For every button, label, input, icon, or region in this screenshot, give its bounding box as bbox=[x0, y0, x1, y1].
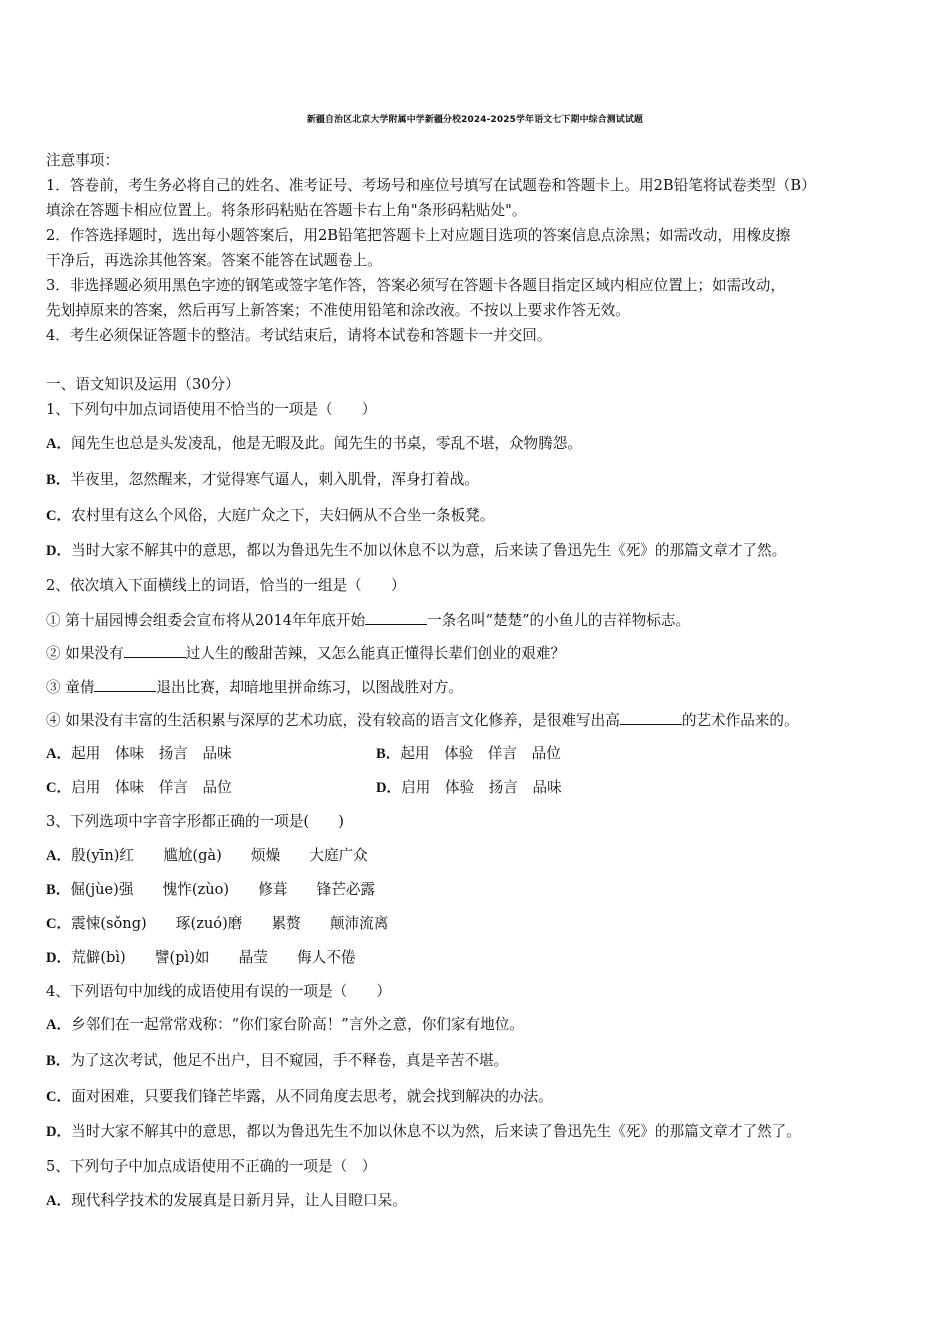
question-stem: 1、下列句中加点词语使用不恰当的一项是（ ） bbox=[46, 401, 377, 418]
blank-prefix: ③ 童倩 bbox=[46, 679, 95, 696]
option-key: A． bbox=[46, 436, 72, 452]
option-text: 启用 体味 佯言 品位 bbox=[71, 779, 232, 796]
option-key: C． bbox=[46, 508, 72, 524]
option-item bbox=[46, 1087, 553, 1107]
option-key: A． bbox=[46, 746, 72, 762]
fill-blank-item bbox=[46, 610, 690, 631]
answer-blank bbox=[365, 610, 427, 625]
option-item bbox=[46, 1122, 801, 1142]
option-key: D． bbox=[46, 543, 72, 559]
option-text: 震悚(sǒng) 琢(zuó)磨 累赘 颠沛流离 bbox=[71, 915, 389, 932]
page-title: 新疆自治区北京大学附属中学新疆分校2024-2025学年语文七下期中综合测试试题 bbox=[306, 115, 644, 125]
option-item bbox=[46, 880, 375, 900]
option-item bbox=[46, 470, 479, 490]
option-item bbox=[46, 1191, 407, 1211]
option-text: 起用 体味 扬言 品味 bbox=[71, 745, 232, 762]
notice-line: 填涂在答题卡相应位置上。将条形码粘贴在答题卡右上角"条形码粘贴处"。 bbox=[46, 202, 527, 219]
option-text: 现代科学技术的发展真是日新月异，让人目瞪口呆。 bbox=[71, 1192, 407, 1209]
option-text: 当时大家不解其中的意思，都以为鲁迅先生不加以休息不以为然，后来读了鲁迅先生《死》的那篇文章才了然了。 bbox=[71, 1123, 801, 1140]
notice-line: 1．答卷前，考生务必将自己的姓名、准考证号、考场号和座位号填写在试题卷和答题卡上。用2B铅笔将试卷类型（B） bbox=[46, 177, 816, 194]
option-text: 闻先生也总是头发凌乱，他是无暇及此。闻先生的书桌，零乱不堪，众物腾怨。 bbox=[71, 435, 582, 452]
fill-blank-item bbox=[46, 643, 565, 664]
option-text: 半夜里，忽然醒来，才觉得寒气逼人，刺入肌骨，浑身打着战。 bbox=[70, 471, 479, 488]
option-item bbox=[46, 778, 232, 798]
option-item bbox=[46, 506, 494, 526]
answer-blank bbox=[94, 677, 156, 692]
option-key: C． bbox=[46, 916, 72, 932]
option-item bbox=[46, 541, 786, 561]
option-text: 农村里有这么个风俗，大庭广众之下，夫妇俩从不合坐一条板凳。 bbox=[71, 507, 495, 524]
option-key: B． bbox=[46, 882, 71, 898]
option-text: 倔(jùe)强 愧怍(zùo) 修葺 锋芒必露 bbox=[70, 881, 376, 898]
section-heading: 一、语文知识及运用（30分） bbox=[46, 376, 240, 393]
answer-blank bbox=[620, 710, 682, 725]
option-key: B． bbox=[46, 1053, 71, 1069]
option-text: 荒僻(bì) 譬(pì)如 晶莹 侮人不倦 bbox=[71, 949, 356, 966]
notice-line: 3．非选择题必须用黑色字迹的钢笔或签字笔作答，答案必须写在答题卡各题目指定区域内相应位置上；如需改动， bbox=[46, 277, 785, 294]
notice-line: 干净后，再选涂其他答案。答案不能答在试题卷上。 bbox=[46, 252, 382, 269]
option-item bbox=[46, 434, 582, 454]
notice-line: 先划掉原来的答案，然后再写上新答案；不准使用铅笔和涂改液。不按以上要求作答无效。 bbox=[46, 302, 630, 319]
answer-blank bbox=[124, 643, 186, 658]
notice-line: 2．作答选择题时，选出每小题答案后，用2B铅笔把答题卡上对应题目选项的答案信息点涂黑；如需改动，用橡皮擦 bbox=[46, 227, 791, 244]
option-item bbox=[46, 948, 355, 968]
option-key: B． bbox=[46, 472, 71, 488]
option-text: 当时大家不解其中的意思，都以为鲁迅先生不加以休息不以为意，后来读了鲁迅先生《死》的那篇文章才了然。 bbox=[71, 542, 787, 559]
option-item bbox=[376, 778, 562, 798]
option-item bbox=[46, 744, 232, 764]
option-key: C． bbox=[46, 1089, 72, 1105]
question-stem: 4、下列语句中加线的成语使用有误的一项是（ ） bbox=[46, 983, 391, 1000]
option-key: A． bbox=[46, 1193, 72, 1209]
fill-blank-item bbox=[46, 677, 463, 698]
option-text: 为了这次考试，他足不出户，目不窥园，手不释卷，真是辛苦不堪。 bbox=[70, 1052, 509, 1069]
option-key: B． bbox=[376, 746, 401, 762]
blank-suffix: 的艺术作品来的。 bbox=[681, 712, 799, 729]
blank-prefix: ④ 如果没有丰富的生活积累与深厚的艺术功底，没有较高的语言文化修养，是很难写出高 bbox=[46, 712, 620, 729]
option-text: 面对困难，只要我们锋芒毕露，从不同角度去思考，就会找到解决的办法。 bbox=[71, 1088, 553, 1105]
notice-heading: 注意事项： bbox=[46, 152, 119, 169]
fill-blank-item bbox=[46, 710, 799, 731]
option-key: A． bbox=[46, 848, 72, 864]
option-text: 殷(yīn)红 尴尬(gà) 烦燥 大庭广众 bbox=[71, 847, 368, 864]
question-stem: 3、下列选项中字音字形都正确的一项是( ) bbox=[46, 813, 344, 830]
blank-suffix: 过人生的酸甜苦辣，又怎么能真正懂得长辈们创业的艰难？ bbox=[185, 645, 566, 662]
question-stem: 5、下列句子中加点成语使用不正确的一项是（ ） bbox=[46, 1158, 377, 1175]
question-stem: 2、依次填入下面横线上的词语，恰当的一组是（ ） bbox=[46, 577, 406, 594]
option-text: 乡邻们在一起常常戏称：“你们家台阶高！”言外之意，你们家有地位。 bbox=[71, 1016, 524, 1033]
option-item bbox=[376, 744, 561, 764]
blank-suffix: 退出比赛，却暗地里拼命练习，以图战胜对方。 bbox=[156, 679, 463, 696]
option-item bbox=[46, 1051, 508, 1071]
notice-line: 4．考生必须保证答题卡的整洁。考试结束后，请将本试卷和答题卡一并交回。 bbox=[46, 327, 552, 344]
option-key: A． bbox=[46, 1017, 72, 1033]
option-key: D． bbox=[376, 780, 402, 796]
blank-prefix: ① 第十届园博会组委会宣布将从2014年年底开始 bbox=[46, 612, 366, 629]
option-key: D． bbox=[46, 1124, 72, 1140]
option-item bbox=[46, 846, 368, 866]
option-text: 起用 体验 佯言 品位 bbox=[400, 745, 561, 762]
blank-prefix: ② 如果没有 bbox=[46, 645, 124, 662]
option-item bbox=[46, 914, 388, 934]
option-key: D． bbox=[46, 950, 72, 966]
blank-suffix: 一条名叫“楚楚”的小鱼儿的吉祥物标志。 bbox=[427, 612, 691, 629]
option-key: C． bbox=[46, 780, 72, 796]
option-item bbox=[46, 1015, 524, 1035]
option-text: 启用 体验 扬言 品味 bbox=[401, 779, 562, 796]
